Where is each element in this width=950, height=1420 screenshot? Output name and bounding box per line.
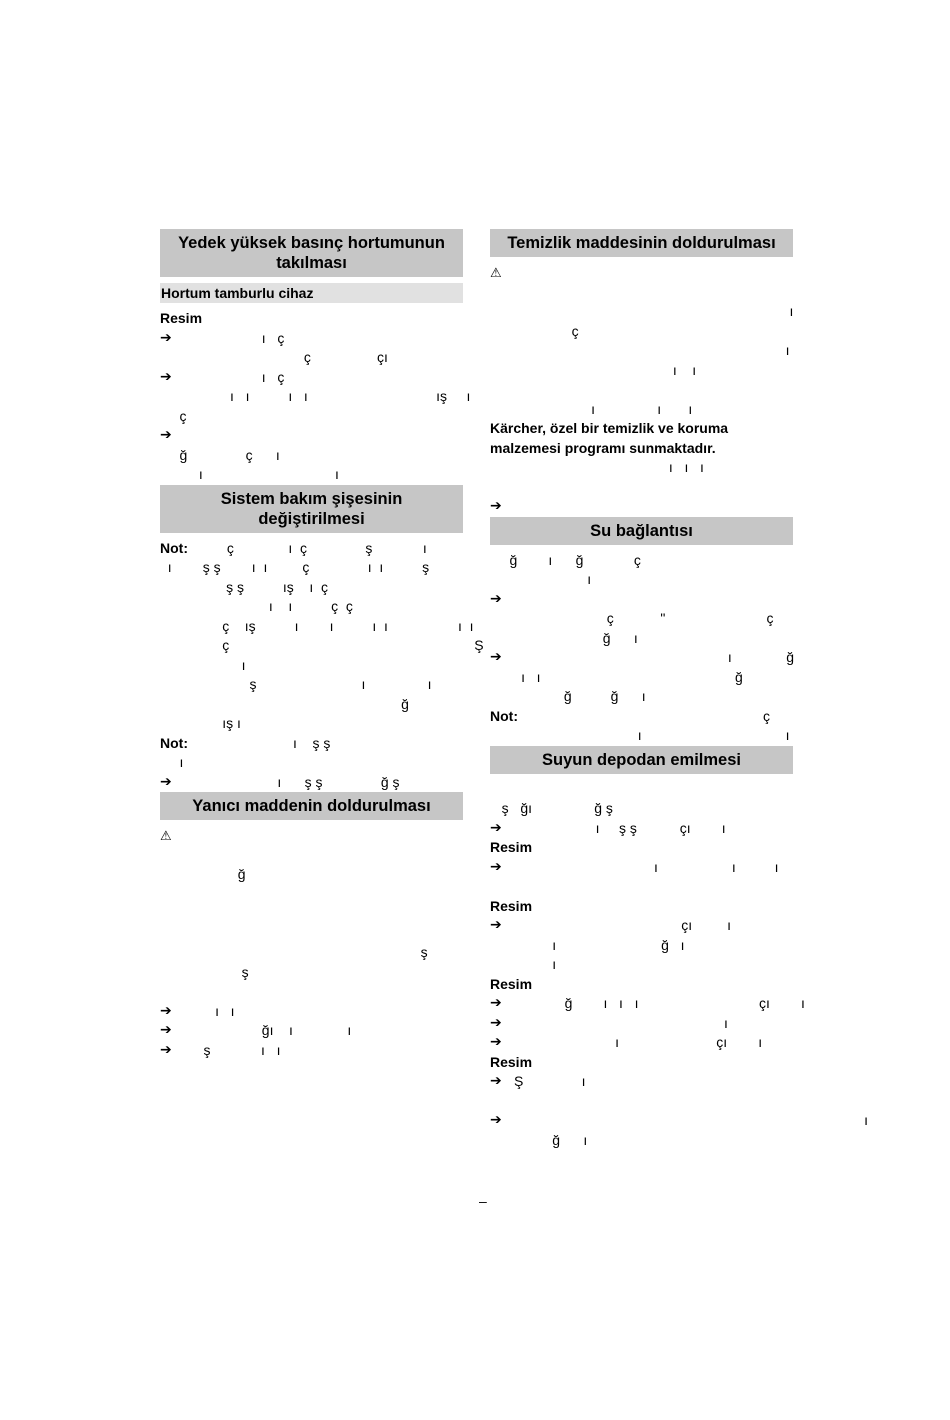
- text-line: [160, 446, 463, 466]
- text-line: [490, 458, 793, 478]
- text-line: [490, 897, 793, 917]
- warning-triangle-icon: ⚠: [490, 266, 502, 281]
- line-text: ç ı ç ş ı: [188, 539, 427, 556]
- line-text: ı: [160, 754, 184, 770]
- arrow-right-icon: ➔: [490, 1112, 502, 1128]
- text-line: [160, 387, 471, 407]
- line-text: ğ ı: [490, 1131, 588, 1148]
- line-text: ı ı ı ı ış ı: [160, 388, 471, 404]
- right-column: [490, 229, 868, 1150]
- text-line: [490, 707, 793, 727]
- line-text: ı: [160, 656, 246, 673]
- line-text: malzemesi programı sunmaktadır.: [490, 439, 716, 456]
- line-text: ı: [514, 1112, 868, 1128]
- text-line: [490, 799, 793, 819]
- arrow-right-icon: ➔: [490, 1073, 502, 1089]
- line-text: ı: [490, 342, 790, 358]
- arrow-right-icon: ➔: [490, 590, 502, 607]
- line-text: ş ş ış ı ç: [160, 578, 329, 595]
- text-line: [160, 734, 463, 754]
- line-text: ğ ı ı ı çı ı: [514, 995, 805, 1011]
- line-text: ç: [160, 407, 187, 424]
- arrow-right-icon: ➔: [160, 773, 172, 790]
- line-text: Resim: [490, 897, 533, 914]
- blank-line: [160, 846, 463, 866]
- text-line: [490, 975, 793, 995]
- arrow-right-icon: ➔: [490, 858, 502, 875]
- line-text: ış ı: [160, 715, 241, 731]
- instruction-step: [490, 1033, 793, 1053]
- line-text: ı ş ş ı ı ç ı ı ş: [160, 559, 430, 575]
- line-text: ç: [490, 322, 579, 339]
- section-heading: Yedek yüksek basınç hortumunun takılması: [160, 229, 463, 277]
- line-text: ı: [490, 956, 557, 972]
- note-label: Not:: [160, 734, 188, 751]
- instruction-step: [160, 1021, 463, 1041]
- text-line: [160, 407, 463, 427]
- subsection-heading: Hortum tamburlu cihaz: [160, 283, 463, 303]
- text-line: [490, 629, 793, 649]
- blank-line: [490, 283, 793, 303]
- text-line: [160, 753, 463, 773]
- text-line: [160, 636, 484, 656]
- blank-line: [160, 885, 463, 905]
- text-line: [160, 597, 463, 617]
- arrow-right-icon: ➔: [490, 917, 502, 933]
- left-column: [160, 229, 484, 1060]
- text-line: [160, 865, 463, 885]
- text-line: [490, 341, 793, 361]
- text-line: [490, 955, 793, 975]
- text-line: [160, 826, 463, 846]
- line-text: ş ı ı: [184, 1041, 281, 1058]
- blank-line: [490, 380, 793, 400]
- text-line: [160, 539, 463, 559]
- line-text: ı ı: [490, 361, 697, 378]
- section-heading: Yanıcı maddenin doldurulması: [160, 792, 463, 820]
- blank-line: [490, 877, 793, 897]
- line-text: ı ı: [490, 727, 790, 743]
- text-line: [490, 726, 793, 746]
- arrow-right-icon: ➔: [490, 819, 502, 836]
- arrow-right-icon: ➔: [160, 1002, 172, 1019]
- line-text: ğı ı ı: [184, 1022, 352, 1038]
- line-text: ş ı ı: [160, 676, 432, 692]
- line-text: ı ğ: [514, 649, 795, 665]
- line-text: ı ç: [184, 368, 285, 385]
- line-text: ı ş ş çı ı: [514, 819, 726, 836]
- blank-line: [160, 924, 463, 944]
- line-text: ı ç: [184, 329, 285, 346]
- text-line: [490, 419, 793, 439]
- text-line: [490, 439, 793, 459]
- line-text: ç Ş: [160, 637, 484, 653]
- line-text: ğ ı ğ ç: [490, 551, 641, 568]
- text-line: [160, 695, 463, 715]
- text-line: [160, 943, 463, 963]
- line-text: ı ş ş: [188, 734, 331, 751]
- line-text: ı: [490, 303, 794, 319]
- instruction-step: [160, 426, 463, 446]
- line-text: Kärcher, özel bir temizlik ve koruma: [490, 420, 729, 436]
- text-line: [160, 465, 463, 485]
- arrow-right-icon: ➔: [160, 427, 172, 443]
- line-text: ç: [518, 707, 771, 724]
- text-line: [160, 675, 463, 695]
- blank-line: [160, 982, 463, 1002]
- instruction-step: [490, 916, 793, 936]
- text-line: [490, 302, 793, 322]
- line-text: ğ ğ ı: [490, 688, 646, 704]
- text-line: [160, 578, 463, 598]
- line-text: ı ı ı: [490, 459, 704, 475]
- text-line: [160, 309, 463, 329]
- line-text: ğ: [160, 866, 246, 882]
- section-heading: Temizlik maddesinin doldurulması: [490, 229, 793, 257]
- text-line: [490, 687, 793, 707]
- section-heading: Su bağlantısı: [490, 517, 793, 545]
- text-line: [160, 714, 463, 734]
- line-text: ı ğ ı: [490, 936, 685, 953]
- text-line: [490, 400, 793, 420]
- text-line: [160, 963, 463, 983]
- blank-line: [490, 780, 793, 800]
- line-text: ş: [160, 944, 428, 960]
- instruction-step: [490, 994, 805, 1014]
- instruction-step: [160, 368, 463, 388]
- text-line: [490, 838, 793, 858]
- text-line: [490, 361, 793, 381]
- text-line: [490, 1131, 793, 1151]
- line-text: ı ı: [184, 1002, 235, 1019]
- line-text: ı ı ı: [490, 400, 693, 417]
- arrow-right-icon: ➔: [490, 995, 502, 1011]
- instruction-step: [490, 497, 793, 517]
- text-line: [490, 322, 793, 342]
- note-label: Not:: [160, 539, 188, 556]
- line-text: ş: [160, 963, 249, 980]
- arrow-right-icon: ➔: [490, 1034, 502, 1050]
- line-text: ı ı: [160, 466, 339, 482]
- text-line: [490, 936, 793, 956]
- arrow-right-icon: ➔: [490, 498, 502, 514]
- instruction-step: [160, 773, 463, 793]
- line-text: ı ı ı: [514, 858, 779, 875]
- line-text: ı ş ş ğ ş: [184, 773, 400, 790]
- text-line: [490, 609, 793, 629]
- blank-line: [160, 904, 463, 924]
- line-text: ç çı: [160, 349, 388, 365]
- line-text: ı: [490, 571, 592, 587]
- line-text: Resim: [160, 310, 203, 326]
- text-line: [160, 617, 474, 637]
- instruction-step: [490, 1072, 793, 1092]
- line-text: ç ış ı ı ı ı ı ı: [160, 617, 474, 634]
- line-text: ı: [514, 1014, 728, 1031]
- text-line: [160, 656, 463, 676]
- line-text: ğ ç ı: [160, 446, 280, 463]
- line-text: ç " ç: [490, 610, 774, 626]
- text-line: [490, 1053, 793, 1073]
- arrow-right-icon: ➔: [490, 649, 502, 665]
- arrow-right-icon: ➔: [490, 1014, 502, 1031]
- instruction-step: [490, 590, 793, 610]
- arrow-right-icon: ➔: [160, 1022, 172, 1038]
- arrow-right-icon: ➔: [160, 1041, 172, 1058]
- instruction-step: [490, 858, 793, 878]
- text-line: [490, 551, 793, 571]
- instruction-step: [490, 648, 793, 668]
- blank-line: [490, 1092, 793, 1112]
- text-line: [490, 263, 793, 283]
- instruction-step: [490, 819, 793, 839]
- section-heading: Suyun depodan emilmesi: [490, 746, 793, 774]
- text-line: [160, 348, 463, 368]
- arrow-right-icon: ➔: [160, 368, 172, 385]
- line-text: Resim: [490, 839, 533, 855]
- line-text: çı ı: [514, 917, 732, 933]
- line-text: ş ğı ğ ş: [490, 800, 613, 816]
- instruction-step: [490, 1014, 793, 1034]
- instruction-step: [160, 1041, 463, 1061]
- line-text: ı ı ç ç: [160, 598, 353, 614]
- page-number: –: [479, 1193, 487, 1209]
- line-text: ğ: [160, 695, 409, 712]
- line-text: ğ ı: [490, 629, 638, 646]
- line-text: Resim: [490, 1053, 533, 1070]
- text-line: [490, 668, 793, 688]
- note-label: Not:: [490, 707, 518, 724]
- text-line: [160, 558, 463, 578]
- instruction-step: [490, 1111, 868, 1131]
- line-text: ı ı ğ: [490, 668, 743, 685]
- blank-line: [490, 478, 793, 498]
- text-line: [490, 570, 793, 590]
- warning-triangle-icon: ⚠: [160, 829, 172, 844]
- instruction-step: [160, 1002, 463, 1022]
- line-text: ı çı ı: [514, 1034, 763, 1050]
- line-text: Ş ı: [514, 1073, 586, 1089]
- section-heading: Sistem bakım şişesinin değiştirilmesi: [160, 485, 463, 533]
- arrow-right-icon: ➔: [160, 329, 172, 346]
- line-text: Resim: [490, 975, 533, 992]
- instruction-step: [160, 329, 463, 349]
